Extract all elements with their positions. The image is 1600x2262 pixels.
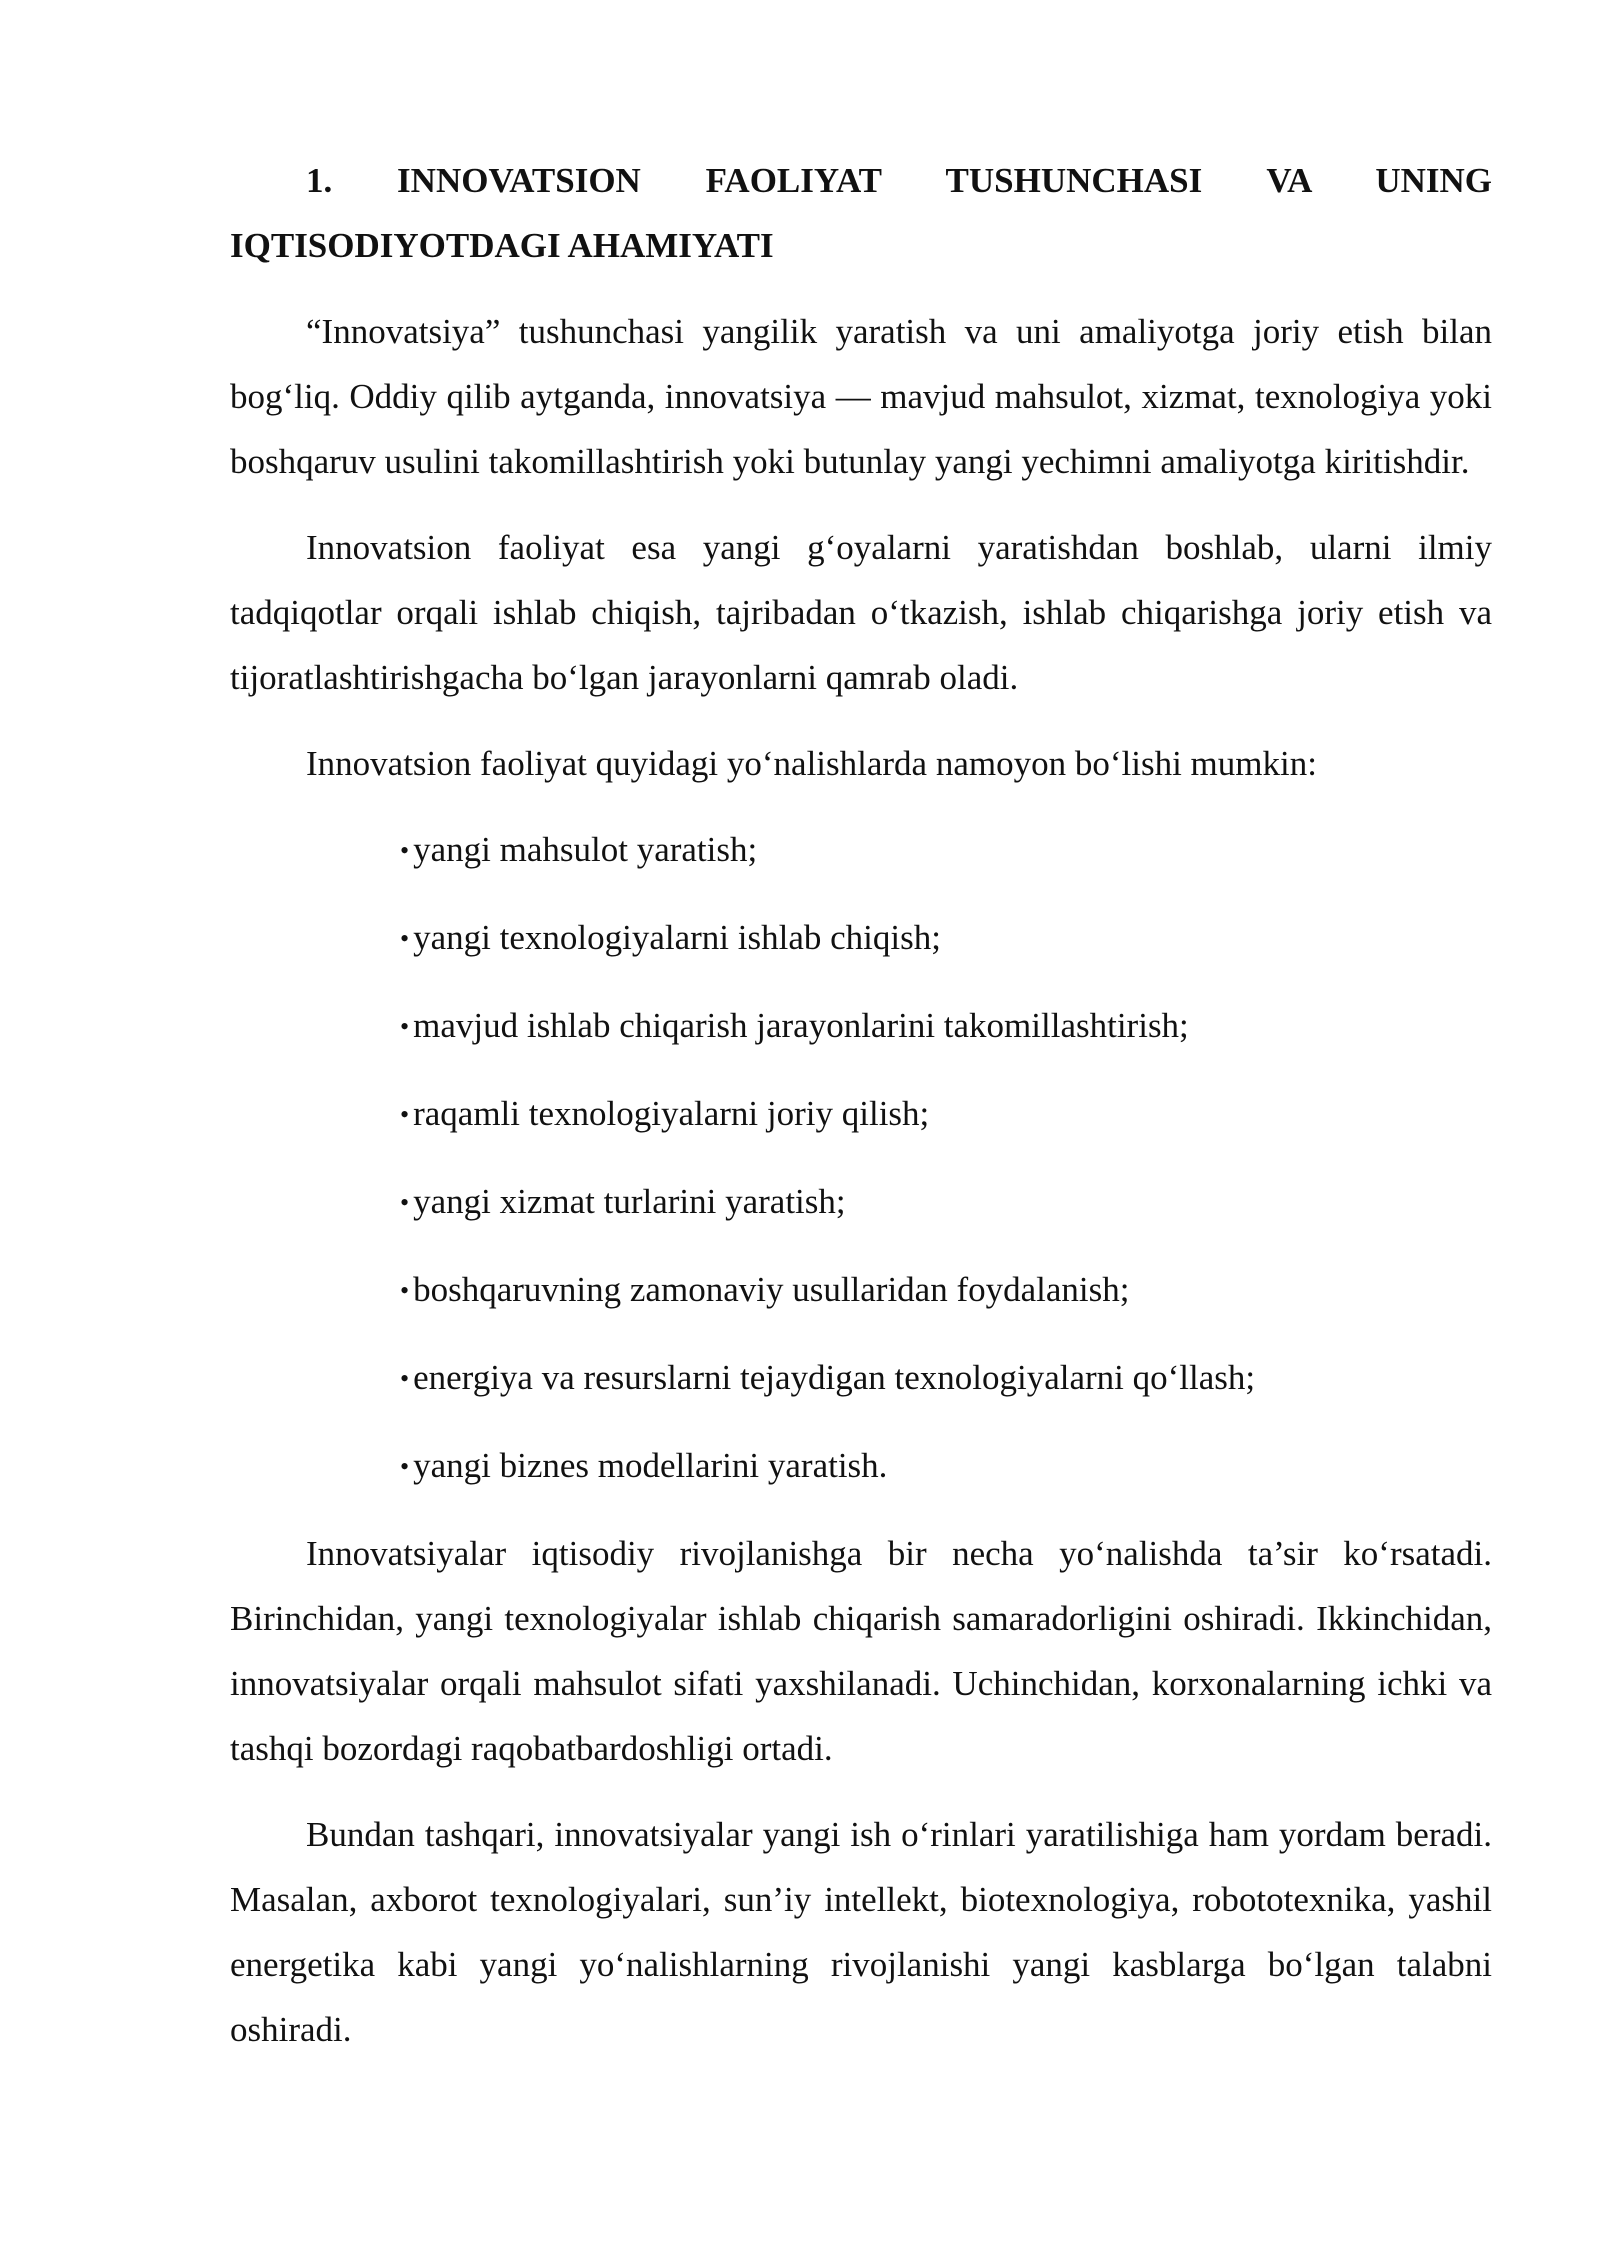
- directions-list: [230, 817, 1492, 1499]
- bullet-icon: •: [400, 924, 410, 953]
- list-item: [400, 1345, 1492, 1411]
- paragraph-new-jobs: Bundan tashqari, innovatsiyalar yangi ish o‘rinlari yaratilishiga ham yordam beradi. Masalan, axborot texnologiyalari, sun’iy intellekt, biotexnologiya, robototexnika, yashil energetika kabi yangi yo‘nalishlarning rivojlanishi yangi kasblarga bo‘lgan talabni oshiradi.: [230, 1815, 1492, 2049]
- list-item-text: yangi texnologiyalarni ishlab chiqish;: [413, 918, 941, 957]
- list-item: [400, 817, 1492, 883]
- list-item: [400, 905, 1492, 971]
- bullet-icon: •: [400, 1188, 410, 1217]
- section-heading: 1. INNOVATSION FAOLIYAT TUSHUNCHASI VA UNING IQTISODIYOTDAGI AHAMIYATI: [230, 161, 1492, 265]
- paragraph-definition: “Innovatsiya” tushunchasi yangilik yaratish va uni amaliyotga joriy etish bilan bog‘liq. Oddiy qilib aytganda, innovatsiya — mavjud mahsulot, xizmat, texnologiya yoki boshqaruv usulini takomillashtirish yoki butunlay yangi yechimni amaliyotga kiritishdir.: [230, 312, 1492, 481]
- paragraph-directions-intro: Innovatsion faoliyat quyidagi yo‘nalishlarda namoyon bo‘lishi mumkin:: [306, 744, 1317, 783]
- bullet-icon: •: [400, 1452, 410, 1481]
- list-item-text: energiya va resurslarni tejaydigan texnologiyalarni qo‘llash;: [413, 1358, 1256, 1397]
- bullet-icon: •: [400, 1364, 410, 1393]
- list-item: [400, 1257, 1492, 1323]
- document-page: [230, 148, 1492, 2083]
- paragraph-innovation-activity: Innovatsion faoliyat esa yangi g‘oyalarni yaratishdan boshlab, ularni ilmiy tadqiqotlar orqali ishlab chiqish, tajribadan o‘tkazish, ishlab chiqarishga joriy etish va tijoratlashtirishgacha bo‘lgan jarayonlarni qamrab oladi.: [230, 528, 1492, 697]
- list-item-text: yangi mahsulot yaratish;: [413, 830, 758, 869]
- list-item-text: mavjud ishlab chiqarish jarayonlarini takomillashtirish;: [413, 1006, 1189, 1045]
- list-item: [400, 993, 1492, 1059]
- list-item: [400, 1433, 1492, 1499]
- list-item-text: boshqaruvning zamonaviy usullaridan foydalanish;: [413, 1270, 1130, 1309]
- list-item-text: raqamli texnologiyalarni joriy qilish;: [413, 1094, 930, 1133]
- bullet-icon: •: [400, 836, 410, 865]
- list-item-text: yangi biznes modellarini yaratish.: [413, 1446, 888, 1485]
- paragraph-economic-impact: Innovatsiyalar iqtisodiy rivojlanishga bir necha yo‘nalishda ta’sir ko‘rsatadi. Birinchidan, yangi texnologiyalar ishlab chiqarish samaradorligini oshiradi. Ikkinchidan, innovatsiyalar orqali mahsulot sifati yaxshilanadi. Uchinchidan, korxonalarning ichki va tashqi bozordagi raqobatbardoshligi ortadi.: [230, 1534, 1492, 1768]
- list-item: [400, 1169, 1492, 1235]
- bullet-icon: •: [400, 1276, 410, 1305]
- bullet-icon: •: [400, 1012, 410, 1041]
- list-item: [400, 1081, 1492, 1147]
- bullet-icon: •: [400, 1100, 410, 1129]
- list-item-text: yangi xizmat turlarini yaratish;: [413, 1182, 846, 1221]
